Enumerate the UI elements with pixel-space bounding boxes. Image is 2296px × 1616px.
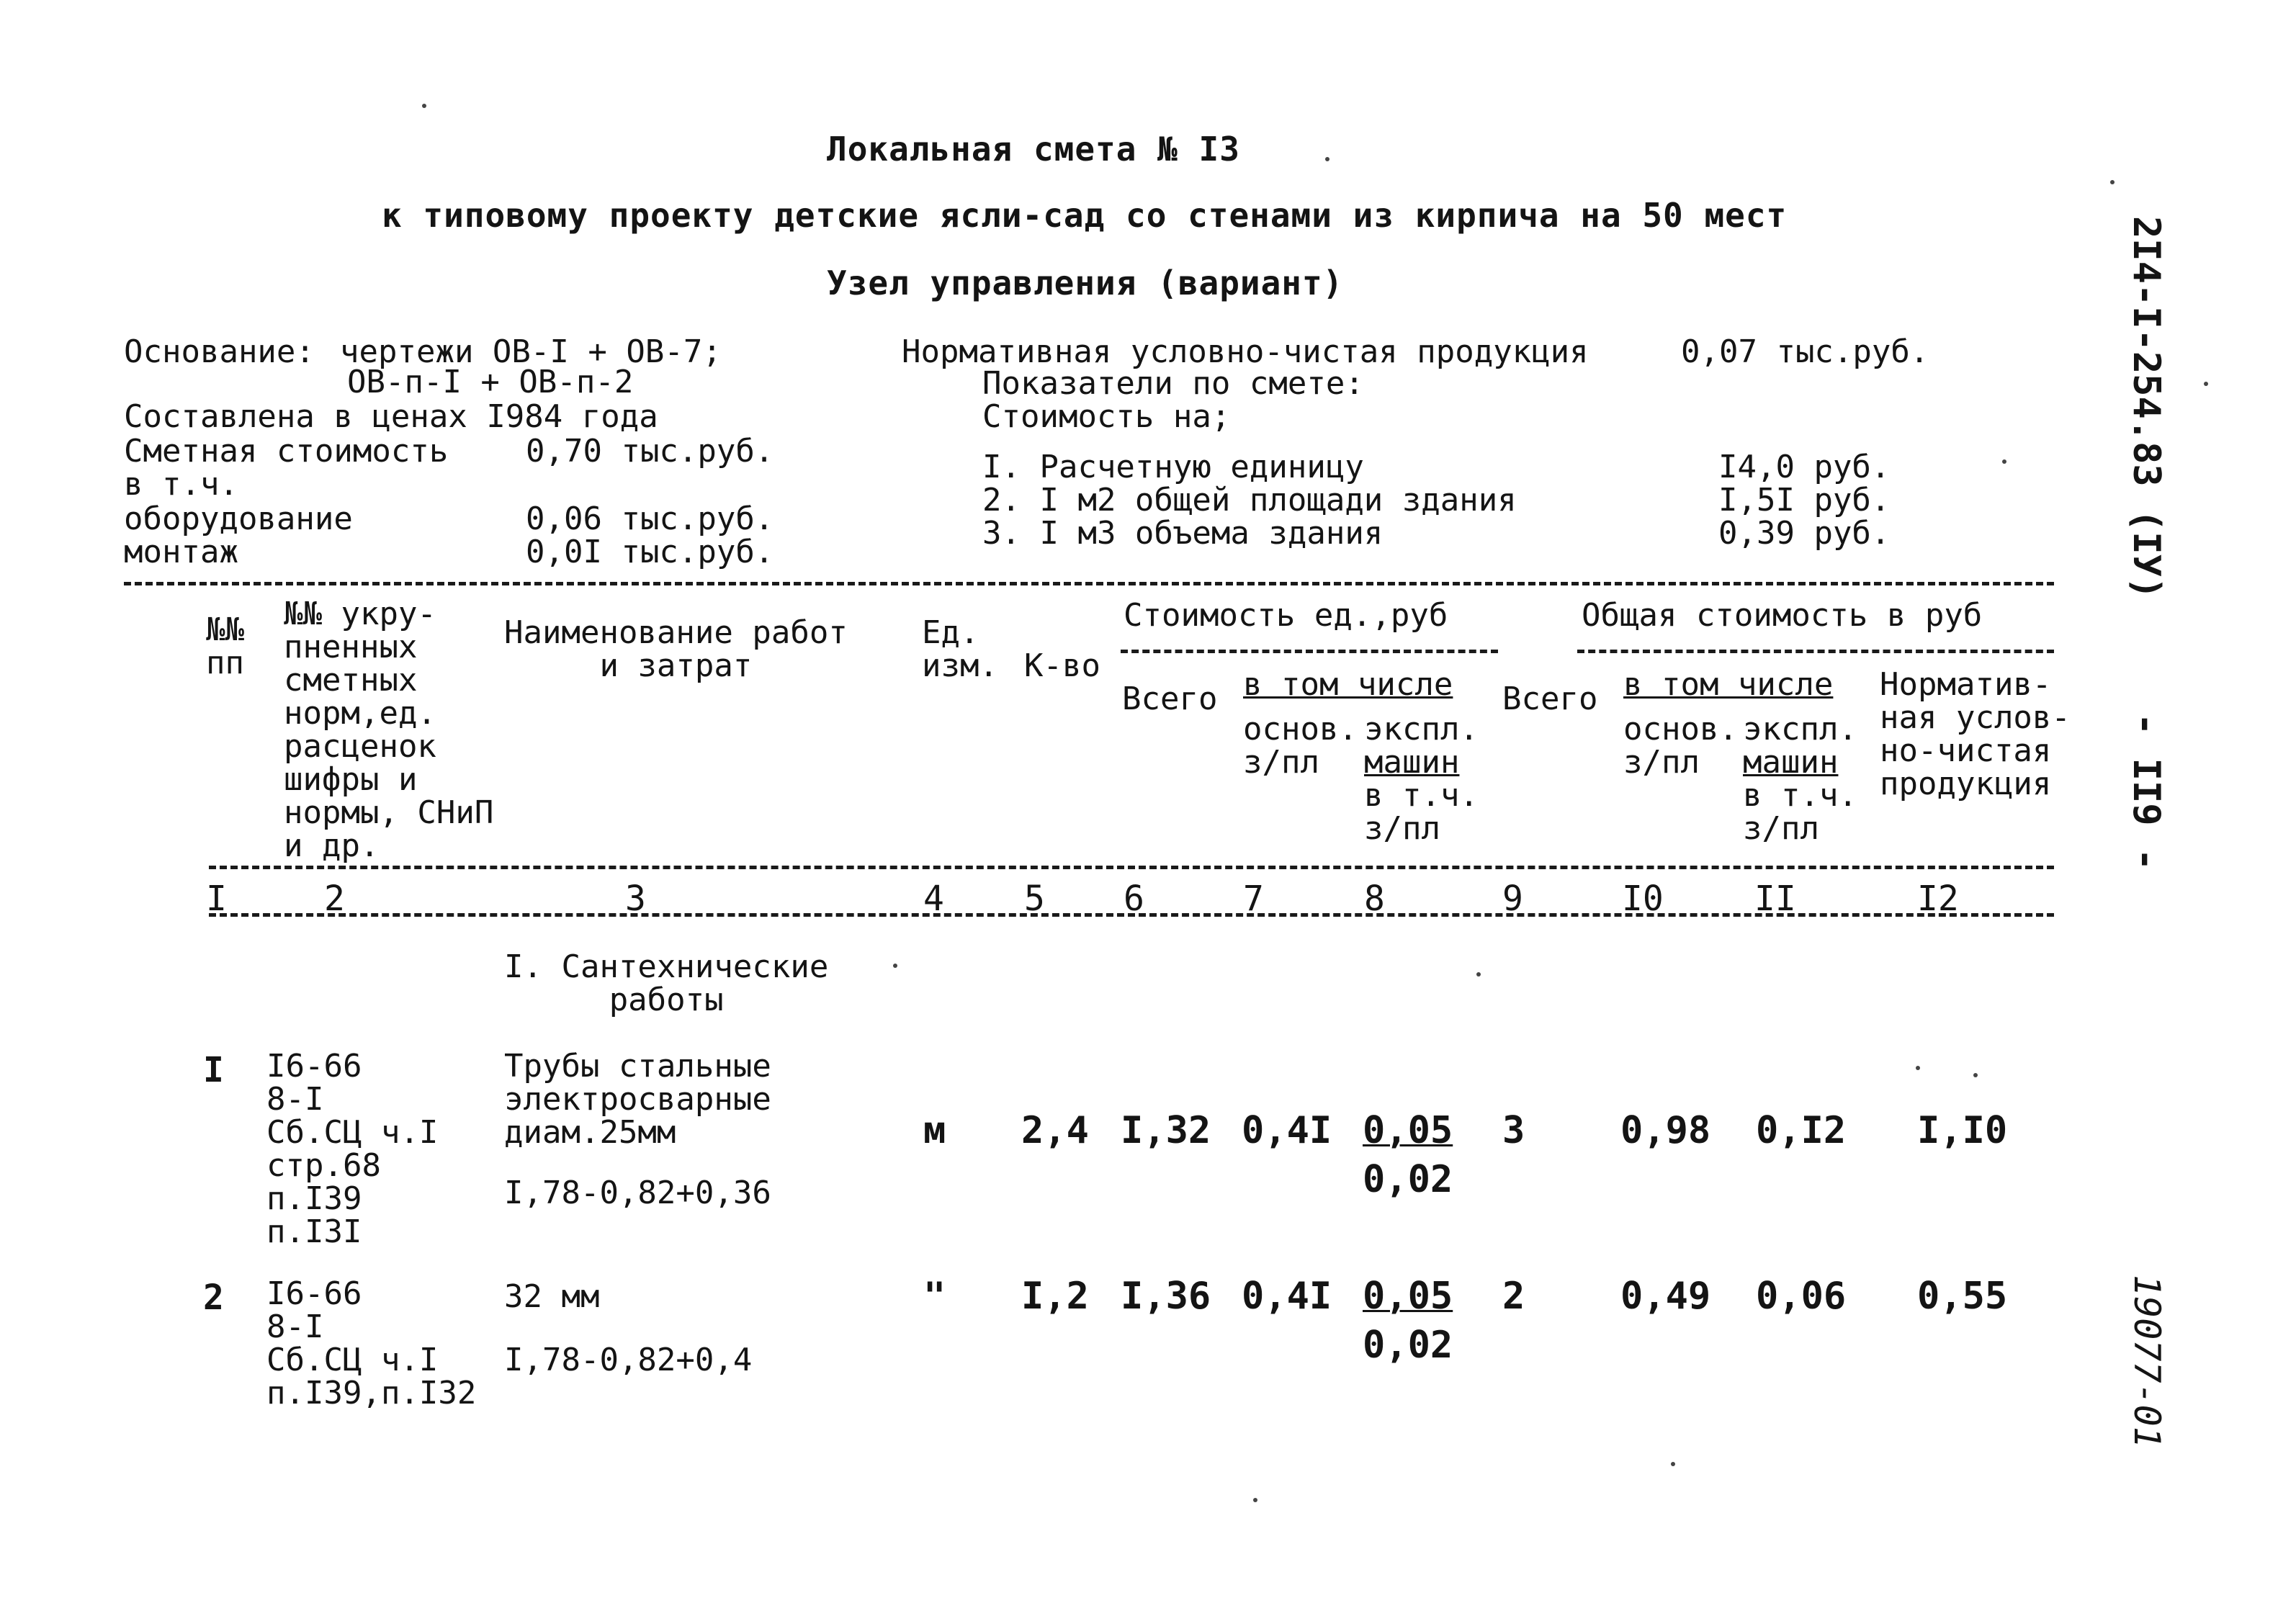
- row-total-machines: 0,06: [1756, 1275, 1847, 1318]
- section-name: Узел управления (вариант): [827, 264, 1344, 302]
- col-6-header: Всего: [1122, 681, 1218, 717]
- row-total-wages: 0,98: [1620, 1109, 1711, 1152]
- indicator-2-label: 2. I м2 общей площади здания: [982, 482, 1517, 519]
- row-codes: I6-66 8-I Сб.СЦ ч.I п.I39,п.I32: [266, 1275, 477, 1411]
- col-5-header: К-во: [1024, 647, 1100, 684]
- col-9-header: Всего: [1502, 681, 1598, 717]
- cost-per-label: Стоимость на;: [982, 398, 1231, 435]
- row-unit-machine-wages: 0,02: [1363, 1158, 1453, 1201]
- row-total-wages: 0,49: [1620, 1275, 1711, 1318]
- col-4-header: Ед. изм.: [922, 614, 998, 684]
- scan-speck: [1325, 157, 1329, 161]
- row-unit-machine-wages: 0,02: [1363, 1324, 1453, 1367]
- basis-label: Основание:: [124, 333, 315, 370]
- col-number: II: [1754, 879, 1796, 919]
- col-8-header: экспл. машин в т.ч. з/пл: [1364, 711, 1479, 847]
- col-number: 2: [324, 879, 345, 919]
- row-total: 3: [1502, 1109, 1525, 1152]
- scan-speck: [1973, 1073, 1978, 1077]
- scan-speck: [2110, 180, 2115, 184]
- row-unit-machines: 0,05: [1363, 1109, 1453, 1152]
- total-incl-header: в том числе: [1623, 666, 1834, 703]
- row-net-production: I,I0: [1917, 1109, 2008, 1152]
- col-number: 5: [1024, 879, 1045, 919]
- price-year: Составлена в ценах I984 года: [124, 398, 658, 435]
- scan-speck: [893, 964, 897, 968]
- scan-speck: [1671, 1462, 1675, 1466]
- inventory-number: 19077-01: [2126, 1275, 2168, 1448]
- row-number: I: [203, 1050, 224, 1090]
- indicators-label: Показатели по смете:: [982, 365, 1364, 402]
- net-production-value: 0,07 тыс.руб.: [1681, 333, 1929, 370]
- col-2-header: №№ укру- пненных сметных норм,ед. расценок шифры и нормы, СНиП и др.: [284, 596, 494, 864]
- row-name: 32 мм: [504, 1278, 600, 1315]
- col-number: 4: [923, 879, 944, 919]
- scan-speck: [1476, 972, 1481, 977]
- unit-cost-group-header: Стоимость ед.,руб: [1124, 597, 1448, 634]
- section-title: I. Сантехнические работы: [504, 948, 829, 1018]
- row-total-machines: 0,I2: [1756, 1109, 1847, 1152]
- basis-line-2: ОВ-п-I + ОВ-п-2: [347, 364, 634, 400]
- col-number: 8: [1364, 879, 1385, 919]
- scan-speck: [2204, 382, 2208, 386]
- row-unit-wages: 0,4I: [1242, 1109, 1332, 1152]
- col-number: 3: [625, 879, 646, 919]
- row-unit-wages: 0,4I: [1242, 1275, 1332, 1318]
- row-formula: I,78-0,82+0,36: [504, 1175, 771, 1211]
- col-10-header: основ. з/пл: [1623, 711, 1738, 781]
- header-bottom-rule: [209, 866, 2054, 869]
- col-number: I2: [1917, 879, 1959, 919]
- unit-group-rule: [1121, 650, 1498, 653]
- row-number: 2: [203, 1278, 224, 1318]
- scan-speck: [2002, 459, 2006, 464]
- col-11-header: экспл. машин в т.ч. з/пл: [1743, 711, 1857, 847]
- row-unit-machines: 0,05: [1363, 1275, 1453, 1318]
- row-formula: I,78-0,82+0,4: [504, 1342, 753, 1378]
- col-1-header: №№ пп: [206, 611, 244, 681]
- indicator-1-value: I4,0 руб.: [1718, 449, 1891, 485]
- basis-line-1: чертежи ОВ-I + ОВ-7;: [340, 333, 722, 370]
- col-number: 6: [1124, 879, 1144, 919]
- unit-incl-header: в том числе: [1243, 666, 1453, 703]
- net-production-label: Нормативная условно-чистая продукция: [902, 333, 1589, 370]
- col-7-header: основ. з/пл: [1243, 711, 1358, 781]
- mounting-value: 0,0I тыс.руб.: [526, 534, 774, 570]
- equipment-value: 0,06 тыс.руб.: [526, 500, 774, 537]
- row-net-production: 0,55: [1917, 1275, 2008, 1318]
- col-number: I0: [1622, 879, 1664, 919]
- col-12-header: Норматив- ная услов- но-чистая продукция: [1880, 666, 2071, 802]
- table-top-rule: [124, 582, 2054, 585]
- indicator-1-label: I. Расчетную единицу: [982, 449, 1364, 485]
- scan-speck: [422, 104, 426, 108]
- col-3-header: Наименование работ и затрат: [504, 614, 848, 684]
- col-number: 9: [1502, 879, 1523, 919]
- scan-speck: [1916, 1066, 1920, 1070]
- estimated-cost-value: 0,70 тыс.руб.: [526, 433, 774, 470]
- equipment-label: оборудование: [124, 500, 353, 537]
- total-cost-group-header: Общая стоимость в руб: [1582, 597, 1983, 634]
- total-group-rule: [1577, 650, 2054, 653]
- document-subtitle: к типовому проекту детские ясли-сад со стенами из кирпича на 50 мест: [382, 196, 1788, 235]
- indicator-2-value: I,5I руб.: [1718, 482, 1891, 519]
- page-number: - II9 -: [2125, 713, 2168, 871]
- including-label: в т.ч.: [124, 466, 238, 503]
- row-unit: м: [923, 1109, 946, 1152]
- row-unit-total: I,36: [1121, 1275, 1211, 1318]
- mounting-label: монтаж: [124, 534, 238, 570]
- indicator-3-label: 3. I м3 объема здания: [982, 515, 1384, 552]
- row-codes: I6-66 8-I Сб.СЦ ч.I стр.68 п.I39 п.I3I: [266, 1048, 439, 1250]
- estimated-cost-label: Сметная стоимость: [124, 433, 449, 470]
- document-code: 2I4-I-254.83 (IУ): [2125, 216, 2168, 600]
- col-number: 7: [1243, 879, 1264, 919]
- row-name: Трубы стальные электросварные диам.25мм: [504, 1048, 771, 1151]
- scan-speck: [1253, 1498, 1257, 1502]
- row-total: 2: [1502, 1275, 1525, 1318]
- document-title: Локальная смета № I3: [827, 130, 1240, 169]
- indicator-3-value: 0,39 руб.: [1718, 515, 1891, 552]
- row-qty: 2,4: [1021, 1109, 1089, 1152]
- row-unit-total: I,32: [1121, 1109, 1211, 1152]
- col-number: I: [206, 879, 227, 919]
- row-unit: ": [923, 1275, 946, 1318]
- row-qty: I,2: [1021, 1275, 1089, 1318]
